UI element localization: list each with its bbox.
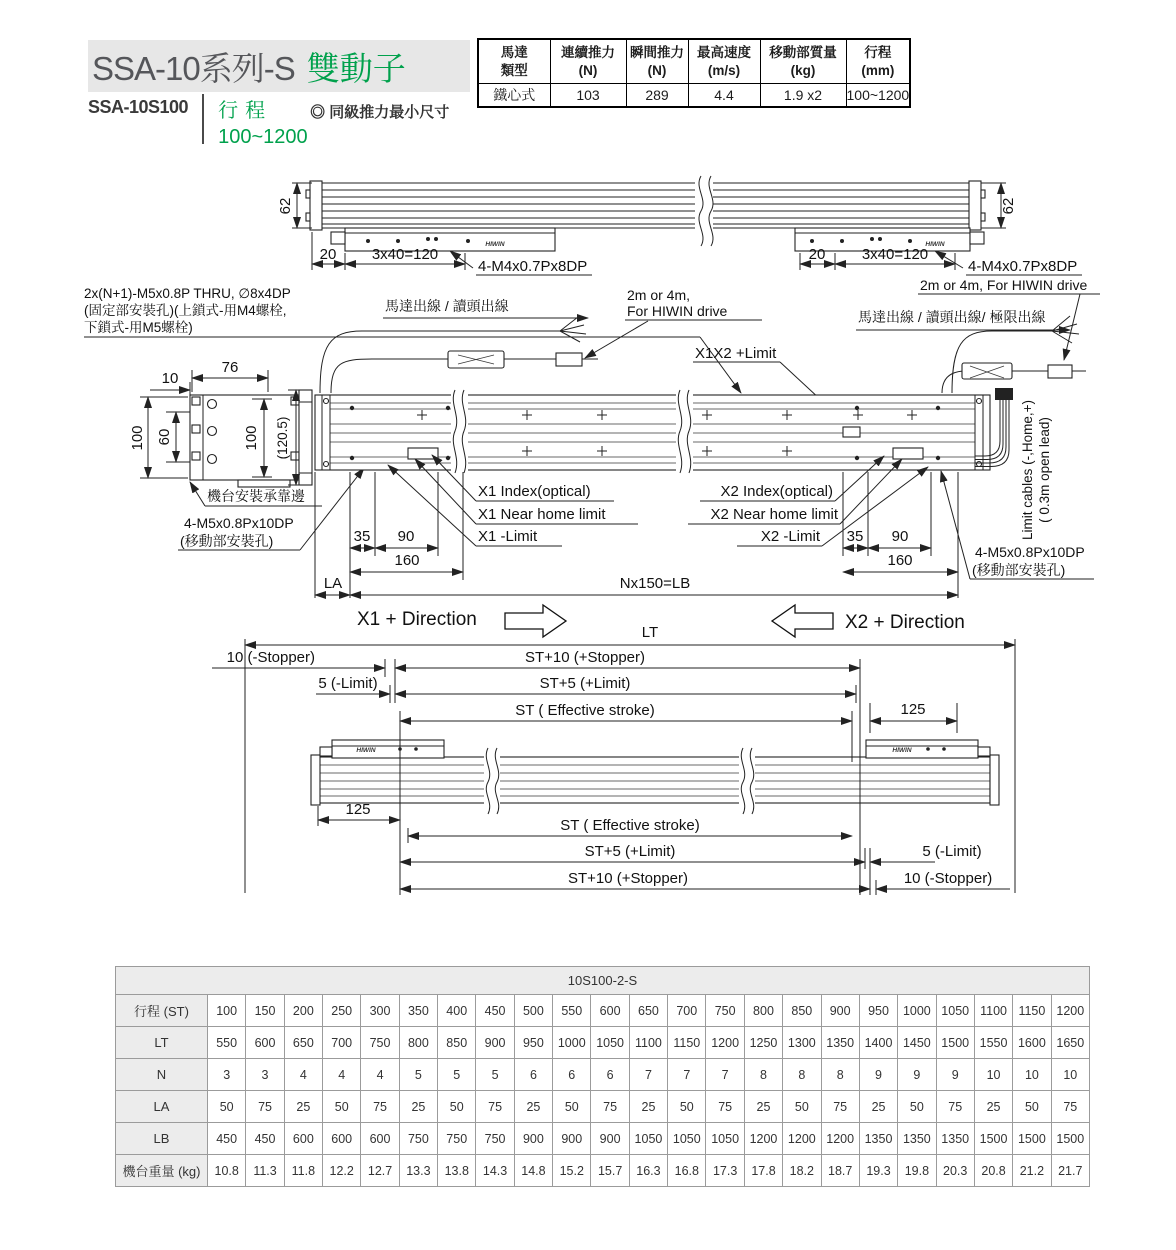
dim-table-cell: 16.8	[668, 1155, 706, 1187]
dim-limit-minus-bottom: 5 (-Limit)	[922, 843, 982, 860]
dim-table-cell: 1050	[591, 1027, 629, 1059]
dim-table-cell: 600	[591, 995, 629, 1027]
dim-table-cell: 1500	[974, 1123, 1012, 1155]
dim-table-cell: 500	[514, 995, 552, 1027]
dim-la: LA	[323, 575, 343, 592]
dim-table-cell: 750	[438, 1123, 476, 1155]
plan-view-drawing	[315, 388, 1013, 474]
dim-table-cell: 550	[208, 1027, 246, 1059]
dim-table-cell: 1600	[1013, 1027, 1051, 1059]
dim-table-cell: 75	[476, 1091, 514, 1123]
dim-table-cell: 20.3	[936, 1155, 974, 1187]
x2-near-home-label: X2 Near home limit	[710, 506, 838, 523]
dim-table-cell: 1350	[821, 1027, 859, 1059]
dim-limit-plus-top: ST+5 (+Limit)	[539, 675, 631, 692]
dim-20-left: 20	[319, 246, 337, 263]
spec-header-row	[478, 39, 910, 84]
brand-logo: HIWIN	[485, 241, 505, 248]
datum-edge-label: 機台安裝承靠邊	[207, 488, 305, 504]
dim-table-cell: 17.3	[706, 1155, 744, 1187]
dim-table-cell: 1250	[744, 1027, 782, 1059]
dim-table-cell: 75	[706, 1091, 744, 1123]
dim-table-cell: 950	[859, 995, 897, 1027]
dim-stopper-minus-bottom: 10 (-Stopper)	[903, 870, 993, 887]
dim-table-cell: 14.8	[514, 1155, 552, 1187]
dim-table-cell: 600	[361, 1123, 399, 1155]
dim-table-cell: 1100	[629, 1027, 667, 1059]
dim-160-left: 160	[394, 552, 420, 569]
dim-table-cell: 750	[399, 1123, 437, 1155]
dim-limit-plus-bottom: ST+5 (+Limit)	[584, 843, 676, 860]
dim-table-cell: 7	[629, 1059, 667, 1091]
dim-76: 76	[221, 359, 239, 376]
fixing-hole-note-line2: (固定部安裝孔)(上鎖式-用M4螺栓,	[84, 303, 287, 318]
dim-100-right: 100	[243, 425, 260, 451]
dim-table-row	[116, 1091, 1090, 1123]
dim-table-cell: 250	[323, 995, 361, 1027]
dim-table-cell: 50	[553, 1091, 591, 1123]
dim-table-cell: 400	[438, 995, 476, 1027]
spec-peak-force: 289	[626, 84, 688, 108]
brand-logo: HIWIN	[925, 241, 945, 248]
dim-table-cell: 1200	[744, 1123, 782, 1155]
dim-lt: LT	[641, 624, 659, 641]
dim-90-right: 90	[891, 528, 909, 545]
dim-table-cell: 10	[974, 1059, 1012, 1091]
stroke-diagram-drawing	[311, 740, 999, 814]
x1-direction-label: X1 + Direction	[357, 609, 477, 630]
dim-table-cell: 800	[744, 995, 782, 1027]
spec-header-cont-force: 連續推力 (N)	[550, 39, 626, 84]
x2-limit-label: X2 -Limit	[760, 528, 820, 545]
dim-table-cell: 19.8	[898, 1155, 936, 1187]
x2-direction-arrow-icon	[772, 605, 833, 637]
dim-35-left: 35	[353, 528, 371, 545]
dim-table-cell: 1500	[1051, 1123, 1089, 1155]
dim-table-cell: 1050	[668, 1123, 706, 1155]
dim-table-cell: 900	[591, 1123, 629, 1155]
dim-table-cell: 5	[476, 1059, 514, 1091]
dim-table-cell: 600	[323, 1123, 361, 1155]
dim-table-row-label: LA	[116, 1091, 208, 1123]
dim-table-cell: 50	[668, 1091, 706, 1123]
fixing-hole-note-line1: 2x(N+1)-M5x0.8P THRU, ∅8x4DP	[84, 286, 291, 301]
dim-table-cell: 1300	[783, 1027, 821, 1059]
dim-table-cell: 50	[1013, 1091, 1051, 1123]
dim-table-cell: 75	[1051, 1091, 1089, 1123]
dim-table-cell: 1200	[706, 1027, 744, 1059]
dim-table-cell: 1350	[859, 1123, 897, 1155]
dim-100-left: 100	[129, 425, 146, 451]
side-view-drawing	[277, 176, 1082, 275]
dim-table-cell: 25	[284, 1091, 322, 1123]
dim-table-cell: 8	[783, 1059, 821, 1091]
spec-max-speed: 4.4	[688, 84, 760, 108]
dim-62-right: 62	[1000, 197, 1017, 215]
spec-motor-type: 鐵心式	[478, 84, 550, 108]
dim-table-cell: 200	[284, 995, 322, 1027]
spec-header-stroke: 行程 (mm)	[846, 39, 910, 84]
dim-3x40-right: 3x40=120	[861, 246, 929, 263]
dim-table-cell: 25	[399, 1091, 437, 1123]
dim-table-cell: 14.3	[476, 1155, 514, 1187]
dim-table-cell: 9	[936, 1059, 974, 1091]
dim-table-cell: 1150	[1013, 995, 1051, 1027]
motor-cable-label-left: 馬達出線 / 讀頭出線	[385, 298, 509, 314]
dim-table-row-label: 行程 (ST)	[116, 995, 208, 1027]
x1-index-label: X1 Index(optical)	[478, 483, 591, 500]
dim-table-cell: 5	[399, 1059, 437, 1091]
stroke-label: 行程	[218, 100, 273, 122]
brand-logo: HIWIN	[892, 747, 912, 754]
spec-mover-mass: 1.9 x2	[760, 84, 846, 108]
label-4m4-left: 4-M4x0.7Px8DP	[478, 258, 588, 275]
direction-indicators	[245, 605, 1015, 645]
dim-table-cell: 1400	[859, 1027, 897, 1059]
dim-limit-minus-top: 5 (-Limit)	[318, 675, 378, 692]
dimension-table	[115, 966, 1090, 1187]
dim-table-cell: 450	[208, 1123, 246, 1155]
dim-st-bottom: ST ( Effective stroke)	[560, 817, 700, 834]
dim-table-cell: 50	[438, 1091, 476, 1123]
dim-table-cell: 19.3	[859, 1155, 897, 1187]
dim-table-body	[116, 967, 1090, 1187]
dim-table-cell: 900	[476, 1027, 514, 1059]
dim-table-cell: 1150	[668, 1027, 706, 1059]
dim-table-row-label: LB	[116, 1123, 208, 1155]
label-4m5-left-sub: (移動部安裝孔)	[180, 533, 274, 549]
dim-table-cell: 850	[438, 1027, 476, 1059]
dim-table-cell: 7	[706, 1059, 744, 1091]
dim-table-cell: 1650	[1051, 1027, 1089, 1059]
dim-3x40-left: 3x40=120	[371, 246, 439, 263]
x1-limit-label: X1 -Limit	[478, 528, 538, 545]
dim-table-cell: 16.3	[629, 1155, 667, 1187]
dim-table-cell: 1050	[629, 1123, 667, 1155]
dim-table-cell: 20.8	[974, 1155, 1012, 1187]
dim-table-cell: 21.2	[1013, 1155, 1051, 1187]
dim-table-cell: 600	[246, 1027, 284, 1059]
dim-table-cell: 15.2	[553, 1155, 591, 1187]
dim-table-cell: 1000	[553, 1027, 591, 1059]
drive-length-left-line1: 2m or 4m,	[627, 287, 691, 303]
drive-length-left-line2: For HIWIN drive	[627, 303, 728, 319]
dim-table-cell: 9	[859, 1059, 897, 1091]
dim-table-cell: 1500	[1013, 1123, 1051, 1155]
dim-table-cell: 11.3	[246, 1155, 284, 1187]
spec-data-row	[478, 84, 910, 108]
dim-35-right: 35	[846, 528, 864, 545]
dim-table-cell: 1350	[936, 1123, 974, 1155]
dim-table-cell: 75	[591, 1091, 629, 1123]
limit-cables-label-line1: Limit cables (-,Home,+)	[1020, 400, 1035, 540]
dim-table-cell: 75	[361, 1091, 399, 1123]
dim-table-cell: 1450	[898, 1027, 936, 1059]
dim-table-cell: 1550	[974, 1027, 1012, 1059]
dim-table-cell: 3	[246, 1059, 284, 1091]
dim-table-cell: 1000	[898, 995, 936, 1027]
dim-90-left: 90	[397, 528, 415, 545]
dim-table-row-label: LT	[116, 1027, 208, 1059]
limit-cables-label-line2: ( 0.3m open lead)	[1037, 417, 1052, 523]
x2-direction-label: X2 + Direction	[845, 612, 965, 633]
model-block	[88, 94, 449, 149]
series-title-bar	[88, 40, 470, 92]
dim-table-cell: 12.7	[361, 1155, 399, 1187]
dim-table-cell: 9	[898, 1059, 936, 1091]
dim-10: 10	[161, 370, 179, 387]
spec-stroke: 100~1200	[846, 84, 910, 108]
dim-table-cell: 6	[514, 1059, 552, 1091]
spec-table	[477, 38, 911, 108]
dim-table-cell: 1100	[974, 995, 1012, 1027]
dim-table-cell: 50	[783, 1091, 821, 1123]
label-4m5-right: 4-M5x0.8Px10DP	[975, 544, 1085, 560]
dim-table-cell: 900	[821, 995, 859, 1027]
series-title: SSA-10系列-S	[92, 49, 295, 87]
dim-table-cell: 50	[323, 1091, 361, 1123]
dim-table-row-label: 機台重量 (kg)	[116, 1155, 208, 1187]
dim-table-cell: 5	[438, 1059, 476, 1091]
dim-table-cell: 75	[936, 1091, 974, 1123]
dim-table-cell: 25	[859, 1091, 897, 1123]
dim-table-row	[116, 995, 1090, 1027]
dim-62-left: 62	[277, 197, 294, 215]
dim-table-cell: 8	[744, 1059, 782, 1091]
dim-table-cell: 450	[246, 1123, 284, 1155]
dim-table-cell: 75	[821, 1091, 859, 1123]
dim-table-cell: 550	[553, 995, 591, 1027]
dim-table-cell: 15.7	[591, 1155, 629, 1187]
x2-index-label: X2 Index(optical)	[720, 483, 833, 500]
dim-table-cell: 17.8	[744, 1155, 782, 1187]
x1-near-home-label: X1 Near home limit	[478, 506, 606, 523]
dim-table-cell: 700	[668, 995, 706, 1027]
dim-table-cell: 21.7	[1051, 1155, 1089, 1187]
dim-table-cell: 25	[974, 1091, 1012, 1123]
dim-table-cell: 11.8	[284, 1155, 322, 1187]
dim-125-bottom: 125	[345, 801, 371, 818]
dim-table-title: 10S100-2-S	[116, 967, 1090, 995]
spec-header-mover-mass: 移動部質量 (kg)	[760, 39, 846, 84]
dim-table-cell: 900	[553, 1123, 591, 1155]
dim-stopper-plus-bottom: ST+10 (+Stopper)	[567, 870, 689, 887]
dim-table-row	[116, 1123, 1090, 1155]
spec-header-motor-type: 馬達 類型	[478, 39, 550, 84]
dim-table-cell: 10	[1051, 1059, 1089, 1091]
x1x2-plus-limit-label: X1X2 +Limit	[695, 345, 777, 362]
dim-table-cell: 25	[629, 1091, 667, 1123]
dim-125-top: 125	[900, 701, 926, 718]
dim-table-cell: 1200	[821, 1123, 859, 1155]
x1-direction-arrow-icon	[505, 605, 566, 637]
stroke-range: 100~1200	[218, 126, 308, 148]
dim-table-cell: 4	[284, 1059, 322, 1091]
dim-table-cell: 950	[514, 1027, 552, 1059]
dim-table-cell: 50	[208, 1091, 246, 1123]
dim-table-cell: 3	[208, 1059, 246, 1091]
dim-table-cell: 600	[284, 1123, 322, 1155]
dim-st-top: ST ( Effective stroke)	[515, 702, 655, 719]
size-note: ◎ 同級推力最小尺寸	[310, 104, 450, 121]
dim-table-cell: 13.3	[399, 1155, 437, 1187]
dim-table-cell: 4	[361, 1059, 399, 1091]
dim-table-cell: 10	[1013, 1059, 1051, 1091]
dim-table-cell: 1050	[706, 1123, 744, 1155]
dim-table-cell: 25	[744, 1091, 782, 1123]
dim-table-cell: 650	[284, 1027, 322, 1059]
dim-table-cell: 750	[361, 1027, 399, 1059]
label-4m5-right-sub: (移動部安裝孔)	[972, 562, 1066, 578]
label-4m5-left: 4-M5x0.8Px10DP	[184, 515, 294, 531]
dim-table-cell: 1200	[1051, 995, 1089, 1027]
dim-table-cell: 1200	[783, 1123, 821, 1155]
dim-table-cell: 900	[514, 1123, 552, 1155]
dim-table-cell: 6	[591, 1059, 629, 1091]
motor-cable-label-right: 馬達出線 / 讀頭出線/ 極限出線	[858, 309, 1046, 325]
dim-table-cell: 13.8	[438, 1155, 476, 1187]
dim-table-title-row	[116, 967, 1090, 995]
spec-header-max-speed: 最高速度 (m/s)	[688, 39, 760, 84]
fixing-hole-note-line3: 下鎖式-用M5螺栓)	[84, 320, 193, 335]
dim-20-right: 20	[808, 246, 826, 263]
dim-table-cell: 1350	[898, 1123, 936, 1155]
model-number: SSA-10S100	[88, 97, 189, 117]
dim-table-cell: 8	[821, 1059, 859, 1091]
dim-table-cell: 350	[399, 995, 437, 1027]
dim-table-cell: 300	[361, 995, 399, 1027]
dim-table-row	[116, 1027, 1090, 1059]
dim-table-row-label: N	[116, 1059, 208, 1091]
dim-table-cell: 18.7	[821, 1155, 859, 1187]
spec-cont-force: 103	[550, 84, 626, 108]
dim-table-cell: 850	[783, 995, 821, 1027]
dim-stopper-plus-top: ST+10 (+Stopper)	[524, 649, 646, 666]
dim-table-cell: 1050	[936, 995, 974, 1027]
dim-table-cell: 150	[246, 995, 284, 1027]
brand-logo: HIWIN	[356, 747, 376, 754]
dim-table-cell: 25	[514, 1091, 552, 1123]
dim-table-cell: 75	[246, 1091, 284, 1123]
spec-header-peak-force: 瞬間推力 (N)	[626, 39, 688, 84]
dim-table-cell: 4	[323, 1059, 361, 1091]
dim-160-right: 160	[887, 552, 913, 569]
dim-table-cell: 10.8	[208, 1155, 246, 1187]
dim-table-cell: 650	[629, 995, 667, 1027]
dim-table-cell: 6	[553, 1059, 591, 1091]
dim-120-5: (120.5)	[275, 416, 290, 460]
drive-length-right: 2m or 4m, For HIWIN drive	[920, 277, 1088, 293]
dim-table-cell: 7	[668, 1059, 706, 1091]
label-4m4-right: 4-M4x0.7Px8DP	[968, 258, 1078, 275]
dim-table-cell: 18.2	[783, 1155, 821, 1187]
dim-table-cell: 750	[706, 995, 744, 1027]
dim-table-cell: 50	[898, 1091, 936, 1123]
dim-table-cell: 800	[399, 1027, 437, 1059]
dim-stopper-minus-top: 10 (-Stopper)	[226, 649, 315, 666]
series-subtitle: 雙動子	[306, 49, 406, 87]
dim-table-cell: 700	[323, 1027, 361, 1059]
dim-table-cell: 450	[476, 995, 514, 1027]
dim-lb: Nx150=LB	[619, 575, 691, 592]
dim-table-row	[116, 1059, 1090, 1091]
dim-table-cell: 12.2	[323, 1155, 361, 1187]
dim-table-cell: 100	[208, 995, 246, 1027]
divider	[202, 94, 204, 144]
dim-table-cell: 1500	[936, 1027, 974, 1059]
dim-60: 60	[156, 428, 173, 446]
dim-table-row	[116, 1155, 1090, 1187]
dim-table-cell: 750	[476, 1123, 514, 1155]
